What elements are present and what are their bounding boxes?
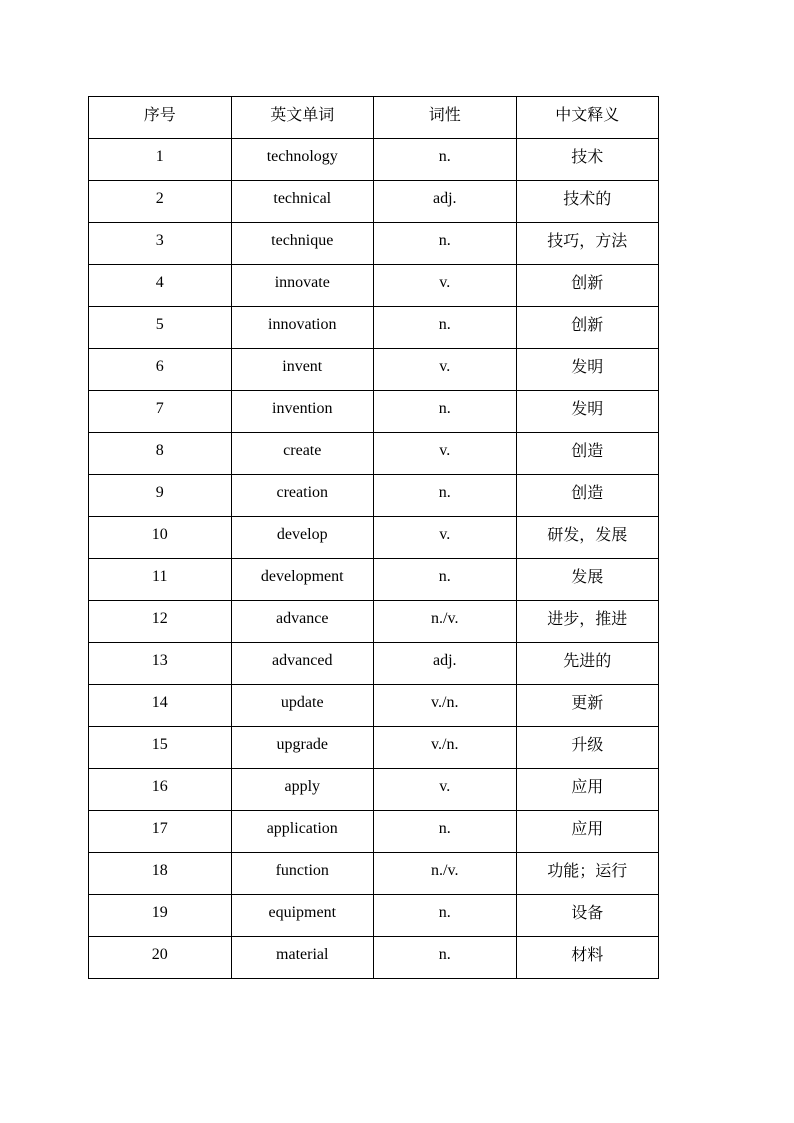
cell-number: 16	[89, 769, 232, 811]
cell-chinese-meaning: 发展	[516, 559, 659, 601]
table-body	[89, 139, 659, 979]
cell-number: 15	[89, 727, 232, 769]
cell-chinese-meaning: 材料	[516, 937, 659, 979]
cell-english-word: innovation	[231, 307, 374, 349]
table-row	[89, 265, 659, 307]
cell-part-of-speech: n.	[374, 475, 517, 517]
cell-english-word: technical	[231, 181, 374, 223]
table-row	[89, 937, 659, 979]
table-row	[89, 223, 659, 265]
table-row	[89, 727, 659, 769]
cell-part-of-speech: v./n.	[374, 727, 517, 769]
cell-number: 3	[89, 223, 232, 265]
cell-english-word: technology	[231, 139, 374, 181]
cell-part-of-speech: n.	[374, 811, 517, 853]
cell-number: 8	[89, 433, 232, 475]
cell-english-word: invention	[231, 391, 374, 433]
table-row	[89, 517, 659, 559]
cell-part-of-speech: n.	[374, 307, 517, 349]
cell-english-word: update	[231, 685, 374, 727]
cell-part-of-speech: v.	[374, 517, 517, 559]
cell-number: 10	[89, 517, 232, 559]
cell-english-word: innovate	[231, 265, 374, 307]
cell-part-of-speech: n./v.	[374, 601, 517, 643]
cell-chinese-meaning: 更新	[516, 685, 659, 727]
table-row	[89, 769, 659, 811]
cell-english-word: create	[231, 433, 374, 475]
cell-chinese-meaning: 发明	[516, 349, 659, 391]
cell-part-of-speech: adj.	[374, 181, 517, 223]
cell-chinese-meaning: 进步，推进	[516, 601, 659, 643]
cell-chinese-meaning: 技术	[516, 139, 659, 181]
cell-number: 5	[89, 307, 232, 349]
table-row	[89, 433, 659, 475]
cell-chinese-meaning: 应用	[516, 769, 659, 811]
cell-number: 14	[89, 685, 232, 727]
cell-number: 1	[89, 139, 232, 181]
table-row	[89, 601, 659, 643]
cell-part-of-speech: v.	[374, 349, 517, 391]
cell-number: 2	[89, 181, 232, 223]
table-row	[89, 685, 659, 727]
cell-chinese-meaning: 发明	[516, 391, 659, 433]
table-row	[89, 349, 659, 391]
cell-number: 17	[89, 811, 232, 853]
cell-number: 13	[89, 643, 232, 685]
cell-english-word: creation	[231, 475, 374, 517]
cell-number: 9	[89, 475, 232, 517]
cell-part-of-speech: n./v.	[374, 853, 517, 895]
cell-number: 12	[89, 601, 232, 643]
cell-part-of-speech: v.	[374, 265, 517, 307]
cell-part-of-speech: v./n.	[374, 685, 517, 727]
header-part-of-speech: 词性	[374, 97, 517, 139]
cell-part-of-speech: n.	[374, 559, 517, 601]
cell-part-of-speech: n.	[374, 937, 517, 979]
header-english-word: 英文单词	[231, 97, 374, 139]
table-row	[89, 391, 659, 433]
cell-english-word: invent	[231, 349, 374, 391]
cell-part-of-speech: v.	[374, 433, 517, 475]
cell-chinese-meaning: 先进的	[516, 643, 659, 685]
cell-part-of-speech: adj.	[374, 643, 517, 685]
cell-chinese-meaning: 技巧，方法	[516, 223, 659, 265]
cell-number: 7	[89, 391, 232, 433]
cell-chinese-meaning: 创造	[516, 433, 659, 475]
cell-part-of-speech: v.	[374, 769, 517, 811]
table-row	[89, 139, 659, 181]
cell-number: 6	[89, 349, 232, 391]
cell-part-of-speech: n.	[374, 223, 517, 265]
cell-english-word: technique	[231, 223, 374, 265]
cell-number: 4	[89, 265, 232, 307]
cell-chinese-meaning: 创新	[516, 307, 659, 349]
cell-chinese-meaning: 创新	[516, 265, 659, 307]
vocabulary-table	[88, 96, 659, 979]
table-header	[89, 97, 659, 139]
table-row	[89, 475, 659, 517]
cell-english-word: apply	[231, 769, 374, 811]
table-row	[89, 853, 659, 895]
cell-english-word: advanced	[231, 643, 374, 685]
table-row	[89, 559, 659, 601]
cell-english-word: development	[231, 559, 374, 601]
table-row	[89, 811, 659, 853]
cell-number: 19	[89, 895, 232, 937]
cell-chinese-meaning: 技术的	[516, 181, 659, 223]
cell-chinese-meaning: 升级	[516, 727, 659, 769]
cell-part-of-speech: n.	[374, 895, 517, 937]
cell-english-word: develop	[231, 517, 374, 559]
table-row	[89, 181, 659, 223]
cell-chinese-meaning: 应用	[516, 811, 659, 853]
cell-chinese-meaning: 设备	[516, 895, 659, 937]
cell-english-word: material	[231, 937, 374, 979]
table-row	[89, 307, 659, 349]
cell-english-word: upgrade	[231, 727, 374, 769]
cell-chinese-meaning: 研发，发展	[516, 517, 659, 559]
header-row	[89, 97, 659, 139]
header-number: 序号	[89, 97, 232, 139]
table-row	[89, 643, 659, 685]
header-chinese-meaning: 中文释义	[516, 97, 659, 139]
cell-number: 20	[89, 937, 232, 979]
cell-english-word: function	[231, 853, 374, 895]
cell-part-of-speech: n.	[374, 139, 517, 181]
cell-english-word: application	[231, 811, 374, 853]
cell-number: 18	[89, 853, 232, 895]
cell-part-of-speech: n.	[374, 391, 517, 433]
cell-english-word: advance	[231, 601, 374, 643]
cell-chinese-meaning: 创造	[516, 475, 659, 517]
table-row	[89, 895, 659, 937]
cell-english-word: equipment	[231, 895, 374, 937]
cell-chinese-meaning: 功能；运行	[516, 853, 659, 895]
cell-number: 11	[89, 559, 232, 601]
